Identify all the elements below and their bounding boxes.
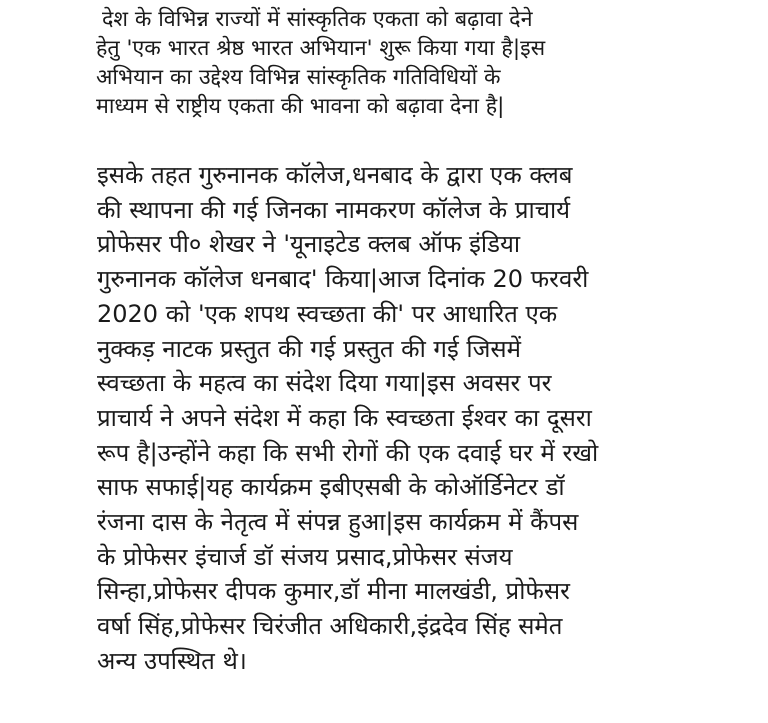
paragraph-line: इसके तहत गुरुनानक कॉलेज,धनबाद के द्वारा एक क्लब <box>97 161 573 189</box>
paragraph-line: सिन्हा,प्रोफेसर दीपक कुमार,डॉ मीना मालखंडी, प्रोफेसर <box>97 577 570 606</box>
paragraph-line: वर्षा सिंह,प्रोफेसर चिरंजीत अधिकारी,इंद्रदेव सिंह समेत <box>97 612 563 641</box>
paragraph-line: अन्य उपस्थित थे। <box>97 646 247 675</box>
paragraph-line: हेतु 'एक भारत श्रेष्ठ भारत अभियान' शुरू किया गया है|इस <box>96 36 546 61</box>
paragraph-line: 2020 को 'एक शपथ स्वच्छता की' पर आधारित एक <box>97 299 558 328</box>
paragraph-line: गुरुनानक कॉलेज धनबाद' किया|आज दिनांक 20 फरवरी <box>97 265 589 294</box>
paragraph-line: स्वच्छता के महत्व का संदेश दिया गया|इस अवसर पर <box>97 369 552 398</box>
paragraph-line: नुक्कड़ नाटक प्रस्तुत की गई प्रस्तुत की गई जिसमें <box>97 334 521 363</box>
paragraph-line: रूप है|उन्होंने कहा कि सभी रोगों की एक दवाई घर में रखो <box>97 438 599 467</box>
paragraph-line: अभियान का उद्देश्य विभिन्न सांस्कृतिक गतिविधियों के <box>96 65 501 90</box>
paragraph-event-report <box>97 158 598 679</box>
paragraph-intro <box>96 5 545 121</box>
paragraph-line: के प्रोफेसर इंचार्ज डॉ संजय प्रसाद,प्रोफेसर संजय <box>97 542 513 571</box>
paragraph-line: की स्थापना की गई जिनका नामकरण कॉलेज के प्राचार्य <box>97 195 571 224</box>
paragraph-line: प्रोफेसर पी० शेखर ने 'यूनाइटेड क्लब ऑफ इंडिया <box>97 230 521 259</box>
paragraph-line: रंजना दास के नेतृत्व में संपन्न हुआ|इस कार्यक्रम में कैंपस <box>97 508 579 537</box>
paragraph-line: प्राचार्य ने अपने संदेश में कहा कि स्वच्छता ईश्वर का दूसरा <box>97 403 592 432</box>
paragraph-line: माध्यम से राष्ट्रीय एकता की भावना को बढ़ावा देना है| <box>96 94 505 119</box>
paragraph-line: साफ सफाई|यह कार्यक्रम इबीएसबी के कोऑर्डिनेटर डॉ <box>97 473 565 502</box>
paragraph-line: देश के विभिन्न राज्यों में सांस्कृतिक एकता को बढ़ावा देने <box>102 7 533 32</box>
